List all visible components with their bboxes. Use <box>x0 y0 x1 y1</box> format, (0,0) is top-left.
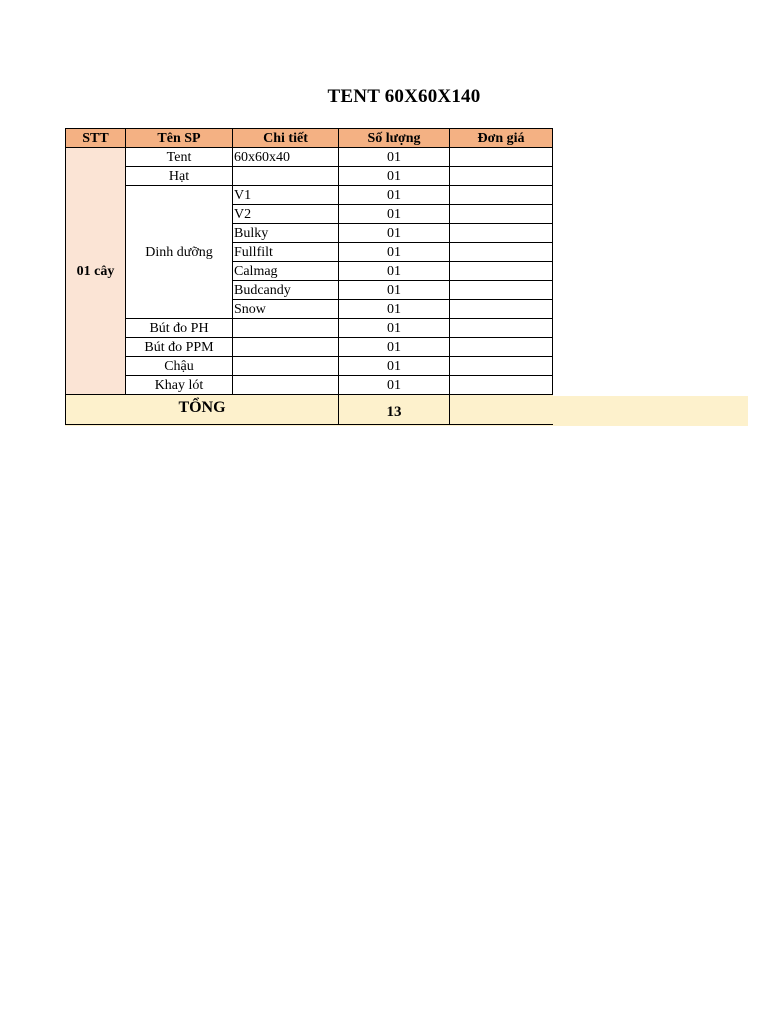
product-name: Hạt <box>126 167 233 186</box>
product-price <box>450 224 553 243</box>
product-price <box>450 148 553 167</box>
total-row <box>66 395 553 425</box>
table-row <box>66 357 553 376</box>
product-detail: 60x60x40 <box>233 148 339 167</box>
total-label: TỔNG <box>66 395 339 425</box>
product-qty: 01 <box>339 281 450 300</box>
product-detail: Fullfilt <box>233 243 339 262</box>
product-table <box>65 128 553 425</box>
product-qty: 01 <box>339 224 450 243</box>
product-detail <box>233 167 339 186</box>
header-chi-tiet: Chi tiết <box>233 129 339 148</box>
product-price <box>450 186 553 205</box>
header-ten-sp: Tên SP <box>126 129 233 148</box>
product-price <box>450 338 553 357</box>
product-detail: Calmag <box>233 262 339 281</box>
total-qty: 13 <box>339 395 450 425</box>
product-price <box>450 319 553 338</box>
product-detail: V1 <box>233 186 339 205</box>
table-row <box>66 148 553 167</box>
product-price <box>450 300 553 319</box>
total-price <box>450 395 553 425</box>
table-row <box>66 167 553 186</box>
header-don-gia: Đơn giá <box>450 129 553 148</box>
product-qty: 01 <box>339 205 450 224</box>
product-name: Bút đo PPM <box>126 338 233 357</box>
product-detail: Snow <box>233 300 339 319</box>
product-price <box>450 357 553 376</box>
product-name: Tent <box>126 148 233 167</box>
product-qty: 01 <box>339 300 450 319</box>
product-qty: 01 <box>339 148 450 167</box>
table-row <box>66 186 553 205</box>
product-name: Bút đo PH <box>126 319 233 338</box>
product-name: Dinh dưỡng <box>126 186 233 319</box>
product-detail <box>233 338 339 357</box>
product-price <box>450 167 553 186</box>
product-qty: 01 <box>339 338 450 357</box>
table-row <box>66 376 553 395</box>
product-qty: 01 <box>339 357 450 376</box>
product-detail <box>233 376 339 395</box>
product-detail: Bulky <box>233 224 339 243</box>
table-header-row <box>66 129 553 148</box>
stt-cell: 01 cây <box>66 148 126 395</box>
product-qty: 01 <box>339 186 450 205</box>
product-detail: V2 <box>233 205 339 224</box>
product-price <box>450 281 553 300</box>
product-price <box>450 243 553 262</box>
product-qty: 01 <box>339 167 450 186</box>
product-price <box>450 262 553 281</box>
table-row <box>66 338 553 357</box>
document-title: TENT 60X60X140 <box>327 86 481 107</box>
product-detail <box>233 319 339 338</box>
product-name: Khay lót <box>126 376 233 395</box>
product-qty: 01 <box>339 319 450 338</box>
product-price <box>450 205 553 224</box>
table-row <box>66 319 553 338</box>
product-detail: Budcandy <box>233 281 339 300</box>
product-qty: 01 <box>339 262 450 281</box>
product-price <box>450 376 553 395</box>
product-name: Chậu <box>126 357 233 376</box>
header-stt: STT <box>66 129 126 148</box>
product-qty: 01 <box>339 376 450 395</box>
product-qty: 01 <box>339 243 450 262</box>
product-detail <box>233 357 339 376</box>
header-so-luong: Số lượng <box>339 129 450 148</box>
